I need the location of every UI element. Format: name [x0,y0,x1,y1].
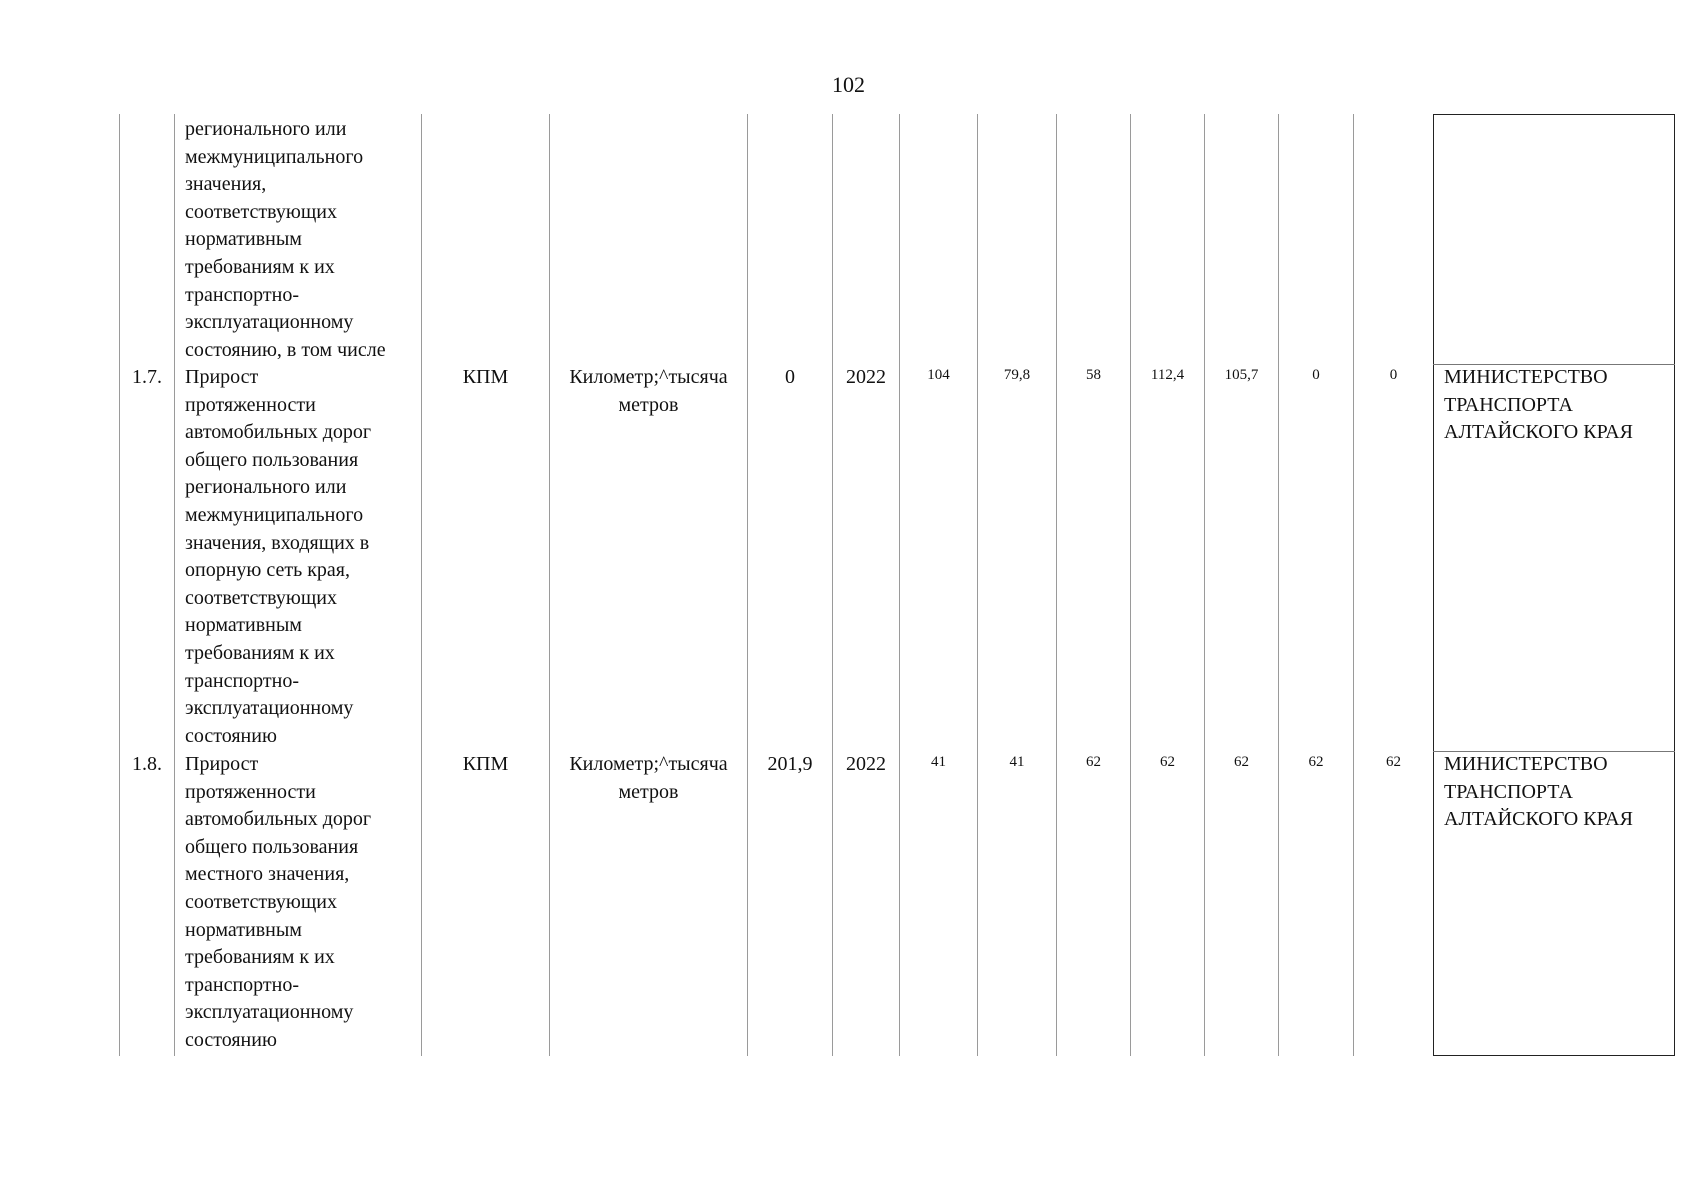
page-number: 102 [832,72,865,97]
indicator-level: КПМ [462,366,509,388]
col-divider [421,114,422,1056]
year-value: 62 [1160,754,1175,770]
row-number: 1.7. [132,366,162,388]
year-value: 41 [931,754,946,770]
year-value: 112,4 [1150,367,1185,383]
year-value: 104 [927,367,950,383]
col-divider [832,114,833,1056]
unit-of-measure: Километр;^тысяча метров [569,366,728,416]
col-divider [747,114,748,1056]
indicator-name: Прирост протяженности автомобильных дорог общего пользования регионального или межмуниципального значения, входящих в опорную сеть края, соответствующих нормативным требованиям к их транспортно- эксплуатационному состоянию [185,366,372,747]
base-year: 2022 [846,366,886,388]
col-divider [977,114,978,1056]
base-value: 201,9 [767,753,813,775]
col-divider [174,114,175,1056]
row-number: 1.8. [132,753,162,775]
year-value: 41 [1009,754,1025,770]
indicator-level: КПМ [462,753,509,775]
responsible-agency: МИНИСТЕРСТВО ТРАНСПОРТА АЛТАЙСКОГО КРАЯ [1444,753,1633,831]
year-value: 58 [1086,367,1101,383]
col-divider [1353,114,1354,1056]
col-divider [1278,114,1279,1056]
year-value: 0 [1389,367,1398,383]
col-divider [899,114,900,1056]
year-value: 79,8 [1003,367,1031,383]
year-value: 105,7 [1224,367,1259,383]
year-value: 62 [1386,754,1401,770]
year-value: 62 [1308,754,1324,770]
base-year: 2022 [846,753,886,775]
base-value: 0 [785,366,795,388]
col-divider [1056,114,1057,1056]
responsible-agency: МИНИСТЕРСТВО ТРАНСПОРТА АЛТАЙСКОГО КРАЯ [1444,366,1633,444]
unit-of-measure: Километр;^тысяча метров [569,753,728,803]
indicator-name-continued: регионального или межмуниципального значения, соответствующих нормативным требованиям к их транспортно- эксплуатационному состоянию, в том числе [185,118,386,361]
indicator-name: Прирост протяженности автомобильных дорог общего пользования местного значения, соответствующих нормативным требованиям к их транспортно- эксплуатационному состоянию [185,753,372,1051]
col-divider [1130,114,1131,1056]
col-divider [119,114,120,1056]
year-value: 62 [1086,754,1101,770]
year-value: 62 [1234,754,1249,770]
col-divider [1204,114,1205,1056]
responsible-column-box [1433,114,1675,1056]
col-divider [549,114,550,1056]
year-value: 0 [1312,367,1320,383]
